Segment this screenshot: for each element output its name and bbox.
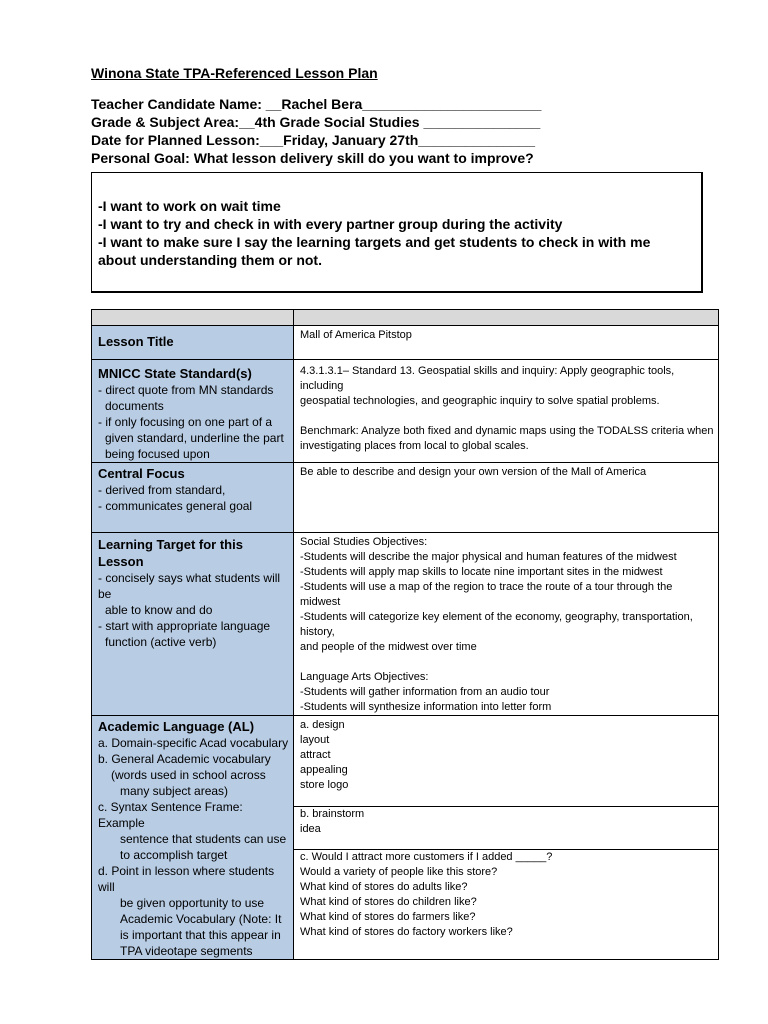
personal-goal-box [91,172,703,293]
teacher-candidate-name: Teacher Candidate Name: __Rachel Bera_______________________ [91,96,542,112]
vocab-section-b [294,806,718,849]
ss-objective: -Students will use a map of the region to trace the route of a tour through the midwest [300,581,673,608]
standard-text: 4.3.1.3.1– Standard 13. Geospatial skills and inquiry: Apply geographic tools, including [300,365,675,392]
central-focus-label: Central Focus [98,466,185,481]
grade-subject-area: Grade & Subject Area:__4th Grade Social Studies _______________ [91,114,541,130]
academic-language-note: to accomplish target [120,848,228,862]
language-arts-heading: Language Arts Objectives: [300,671,429,683]
sentence-frame: What kind of stores do factory workers like? [300,926,513,938]
academic-language-note: sentence that students can use [120,832,287,846]
lesson-plan-table [91,309,719,960]
central-focus-note: - communicates general goal [98,499,253,513]
standards-note: - direct quote from MN standards [98,383,274,397]
academic-language-value-cell [294,716,719,960]
row-central-focus [92,463,719,533]
lesson-title-value: Mall of America Pitstop [300,329,412,341]
academic-language-note: Academic Vocabulary (Note: It [120,912,282,926]
academic-language-note: many subject areas) [120,784,229,798]
header-cell-right [294,310,719,326]
standards-label-cell [92,360,294,463]
ss-objective: -Students will apply map skills to locate nine important sites in the midwest [300,566,663,578]
standards-note: - if only focusing on one part of a [98,415,273,429]
central-focus-value: Be able to describe and design your own version of the Mall of America [300,466,647,478]
vocab-item: a. design [300,719,345,731]
la-objective: -Students will synthesize information into letter form [300,701,552,713]
vocab-item: idea [300,823,321,835]
standards-note: given standard, underline the part [105,431,284,445]
academic-language-note: is important that this appear in [120,928,281,942]
central-focus-value-cell [294,463,719,533]
sentence-frame: c. Would I attract more customers if I added _____? [300,851,553,863]
academic-language-label: Academic Language (AL) [98,719,255,734]
table-header-row [92,310,719,326]
vocab-item: layout [300,734,330,746]
sentence-frame: Would a variety of people like this store? [300,866,498,878]
row-lesson-title [92,326,719,360]
learning-target-note: function (active verb) [105,635,217,649]
academic-language-note: c. Syntax Sentence Frame: Example [98,800,243,830]
row-academic-language [92,716,719,960]
social-studies-heading: Social Studies Objectives: [300,536,428,548]
academic-language-note: b. General Academic vocabulary [98,752,271,766]
vocab-section-a [300,718,714,806]
learning-target-note: - concisely says what students will be [98,571,281,601]
academic-language-note: be given opportunity to use [120,896,265,910]
ss-objective: -Students will categorize key element of the economy, geography, transportation, history, [300,611,693,638]
sentence-frame: What kind of stores do children like? [300,896,477,908]
academic-language-note: a. Domain-specific Acad vocabulary [98,736,289,750]
lesson-title-label: Lesson Title [98,334,174,349]
academic-language-note: (words used in school across [111,768,266,782]
goal-line: about understanding them or not. [98,252,322,268]
vocab-item: appealing [300,764,348,776]
planned-lesson-date: Date for Planned Lesson:___Friday, January 27th_______________ [91,132,536,148]
vocab-item: attract [300,749,331,761]
vocab-item: b. brainstorm [300,808,365,820]
standards-note: documents [105,399,164,413]
la-objective: -Students will gather information from an audio tour [300,686,550,698]
row-state-standards [92,360,719,463]
standards-label: MNICC State Standard(s) [98,366,252,381]
central-focus-note: - derived from standard, [98,483,226,497]
learning-target-value-cell [294,533,719,716]
header-cell-left [92,310,294,326]
sentence-frame: What kind of stores do adults like? [300,881,468,893]
document-header [91,64,711,167]
vocab-item: store logo [300,779,349,791]
ss-objective: -Students will describe the major physical and human features of the midwest [300,551,677,563]
goal-line: -I want to make sure I say the learning targets and get students to check in with me [98,234,651,250]
learning-target-label: Learning Target for this Lesson [98,537,243,569]
lesson-title-value-cell [294,326,719,360]
standards-value-cell [294,360,719,463]
benchmark-text: investigating places from local to global scales. [300,440,529,452]
standards-note: being focused upon [105,447,210,461]
academic-language-note: TPA videotape segments [120,944,253,958]
standard-text: geospatial technologies, and geographic inquiry to solve spatial problems. [300,395,660,407]
academic-language-note: d. Point in lesson where students will [98,864,275,894]
learning-target-label-cell [92,533,294,716]
vocab-section-c [294,849,718,940]
personal-goal-prompt: Personal Goal: What lesson delivery skill do you want to improve? [91,150,534,166]
sentence-frame: What kind of stores do farmers like? [300,911,476,923]
row-learning-target [92,533,719,716]
goal-line: -I want to try and check in with every partner group during the activity [98,216,563,232]
learning-target-note: able to know and do [105,603,213,617]
central-focus-label-cell [92,463,294,533]
document-title: Winona State TPA-Referenced Lesson Plan [91,65,378,81]
ss-objective: and people of the midwest over time [300,641,477,653]
academic-language-label-cell [92,716,294,960]
benchmark-text: Benchmark: Analyze both fixed and dynamic maps using the TODALSS criteria when [300,425,714,437]
goal-line: -I want to work on wait time [98,198,281,214]
learning-target-note: - start with appropriate language [98,619,271,633]
lesson-title-label-cell [92,326,294,360]
